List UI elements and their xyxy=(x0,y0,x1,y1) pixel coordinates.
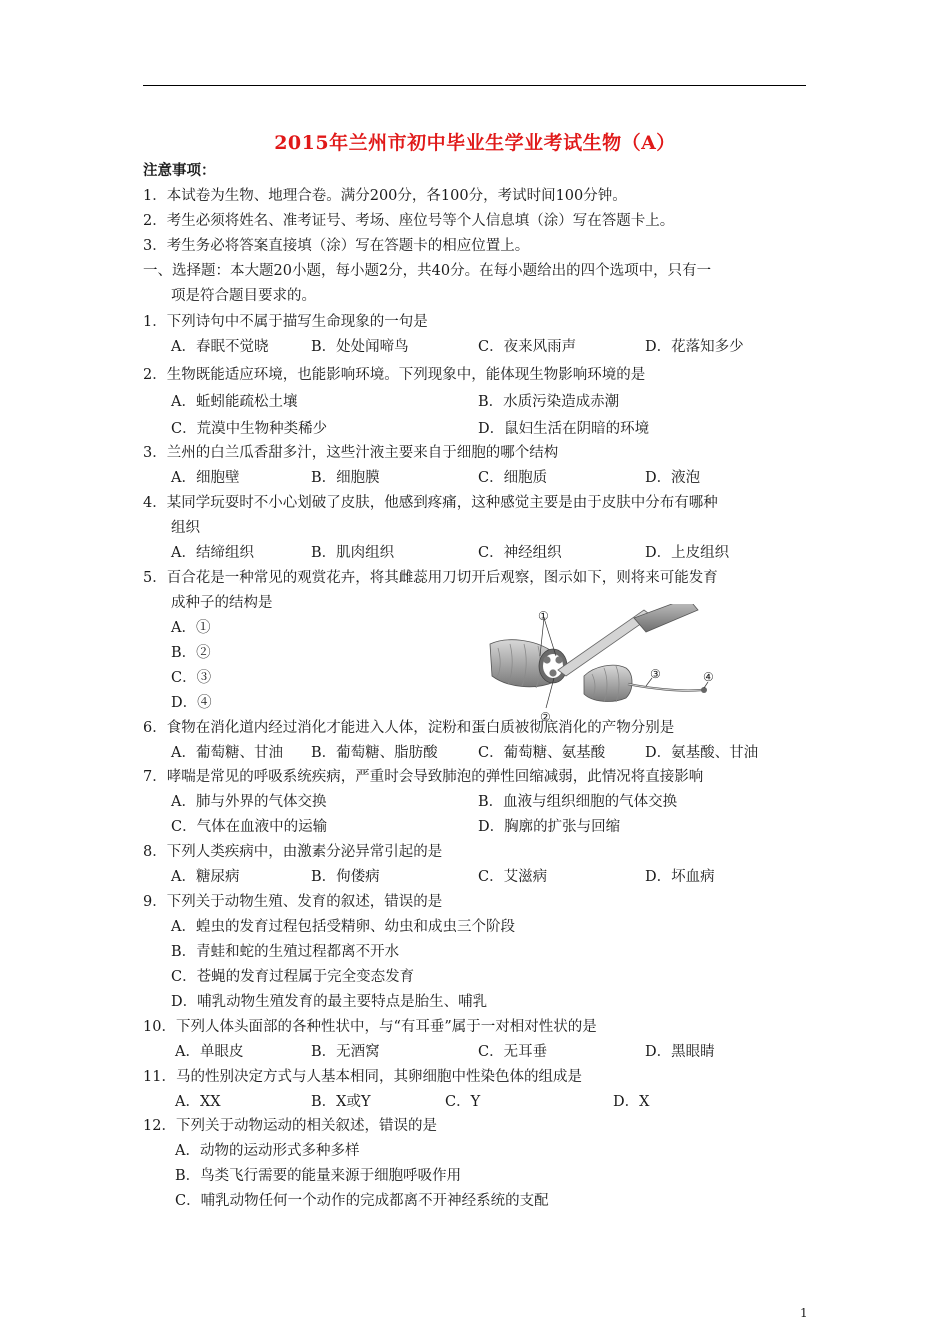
question-stem: 10．下列人体头面部的各种性状中，与“有耳垂”属于一对相对性状的是 xyxy=(143,1019,597,1035)
option: C．气体在血液中的运输 xyxy=(171,819,328,835)
header-rule xyxy=(143,85,806,86)
option: B．鸟类飞行需要的能量来源于细胞呼吸作用 xyxy=(175,1168,462,1184)
notice-item: 3．考生务必将答案直接填（涂）写在答题卡的相应位置上。 xyxy=(143,238,530,254)
option: B．② xyxy=(171,645,211,661)
section-instruction: 一、选择题：本大题20小题，每小题2分，共40分。在每小题给出的四个选项中，只有一 xyxy=(143,263,712,279)
figure-label-1: ① xyxy=(538,609,549,623)
notice-heading: 注意事项： xyxy=(143,162,216,179)
option: C．哺乳动物任何一个动作的完成都离不开神经系统的支配 xyxy=(175,1193,549,1209)
option: C．艾滋病 xyxy=(478,869,548,885)
option: D．上皮组织 xyxy=(645,545,730,561)
question-stem: 7．哮喘是常见的呼吸系统疾病，严重时会导致肺泡的弹性回缩减弱，此情况将直接影响 xyxy=(143,769,704,785)
notice-item: 2．考生必须将姓名、准考证号、考场、座位号等个人信息填（涂）写在答题卡上。 xyxy=(143,213,675,229)
option: C．葡萄糖、氨基酸 xyxy=(478,745,606,761)
question-stem: 3．兰州的白兰瓜香甜多汁，这些汁液主要来自于细胞的哪个结构 xyxy=(143,445,559,461)
question-stem: 2．生物既能适应环境，也能影响环境。下列现象中，能体现生物影响环境的是 xyxy=(143,367,646,383)
page-title: 2015年兰州市初中毕业生学业考试生物（A） xyxy=(274,132,676,154)
option: B．细胞膜 xyxy=(311,470,380,486)
option: A．蝗虫的发育过程包括受精卵、幼虫和成虫三个阶段 xyxy=(171,919,515,935)
option: A．细胞壁 xyxy=(171,470,240,486)
option: C．苍蝇的发育过程属于完全变态发育 xyxy=(171,969,415,985)
option: C．无耳垂 xyxy=(478,1044,548,1060)
option: A．春眠不觉晓 xyxy=(171,339,269,355)
option: B．无酒窝 xyxy=(311,1044,380,1060)
option: C．神经组织 xyxy=(478,545,562,561)
question-stem: 8．下列人类疾病中，由激素分泌异常引起的是 xyxy=(143,844,443,860)
question-stem: 1．下列诗句中不属于描写生命现象的一句是 xyxy=(143,314,428,330)
option: A．动物的运动形式多种多样 xyxy=(175,1143,360,1159)
option: A．糖尿病 xyxy=(171,869,240,885)
option: B．处处闻啼鸟 xyxy=(311,339,409,355)
option: D．花落知多少 xyxy=(645,339,744,355)
section-instruction-cont: 项是符合题目要求的。 xyxy=(171,288,316,304)
option: C．Y xyxy=(445,1094,481,1110)
option: D．坏血病 xyxy=(645,869,715,885)
figure-label-3: ③ xyxy=(650,667,661,681)
question-stem: 12．下列关于动物运动的相关叙述，错误的是 xyxy=(143,1118,437,1134)
option: A．蚯蚓能疏松土壤 xyxy=(171,394,298,410)
question-stem: 9．下列关于动物生殖、发育的叙述，错误的是 xyxy=(143,894,443,910)
option: A．结缔组织 xyxy=(171,545,254,561)
option: D．液泡 xyxy=(645,470,701,486)
option: D．哺乳动物生殖发育的最主要特点是胎生、哺乳 xyxy=(171,994,488,1010)
question-stem: 4．某同学玩耍时不小心划破了皮肤，他感到疼痛，这种感觉主要是由于皮肤中分布有哪种 xyxy=(143,495,718,511)
option: D．④ xyxy=(171,695,212,711)
option: A．XX xyxy=(175,1094,221,1110)
figure-label-4: ④ xyxy=(703,670,714,684)
figure-label-2: ② xyxy=(540,710,551,722)
option: D．黑眼睛 xyxy=(645,1044,715,1060)
option: A．葡萄糖、甘油 xyxy=(171,745,283,761)
option: B．肌肉组织 xyxy=(311,545,395,561)
notice-item: 1．本试卷为生物、地理合卷。满分200分，各100分，考试时间100分钟。 xyxy=(143,188,627,204)
option: A．肺与外界的气体交换 xyxy=(171,794,327,810)
question-stem: 6．食物在消化道内经过消化才能进入人体，淀粉和蛋白质被彻底消化的产物分别是 xyxy=(143,720,675,736)
option: C．荒漠中生物种类稀少 xyxy=(171,421,328,437)
option: A．① xyxy=(171,620,211,636)
page-number: 1 xyxy=(800,1306,808,1320)
option: B．葡萄糖、脂肪酸 xyxy=(311,745,438,761)
option: D．X xyxy=(613,1094,650,1110)
option: D．胸廓的扩张与回缩 xyxy=(478,819,621,835)
option: A．单眼皮 xyxy=(175,1044,244,1060)
option: D．氨基酸、甘油 xyxy=(645,745,759,761)
question-stem: 5．百合花是一种常见的观赏花卉，将其雌蕊用刀切开后观察，图示如下，则将来可能发育 xyxy=(143,570,718,586)
pistil-cross-section-figure xyxy=(488,604,720,722)
question-stem: 11．马的性别决定方式与人基本相同，其卵细胞中性染色体的组成是 xyxy=(143,1069,582,1085)
option: B．血液与组织细胞的气体交换 xyxy=(478,794,678,810)
option: D．鼠妇生活在阴暗的环境 xyxy=(478,421,650,437)
question-stem-cont: 成种子的结构是 xyxy=(171,595,273,611)
option: B．水质污染造成赤潮 xyxy=(478,394,620,410)
question-stem-cont: 组织 xyxy=(171,520,200,536)
option: B．青蛙和蛇的生殖过程都离不开水 xyxy=(171,944,400,960)
option: B．佝偻病 xyxy=(311,869,380,885)
option: C．细胞质 xyxy=(478,470,548,486)
option: C．夜来风雨声 xyxy=(478,339,577,355)
option: C．③ xyxy=(171,670,212,686)
option: B．X或Y xyxy=(311,1094,371,1110)
